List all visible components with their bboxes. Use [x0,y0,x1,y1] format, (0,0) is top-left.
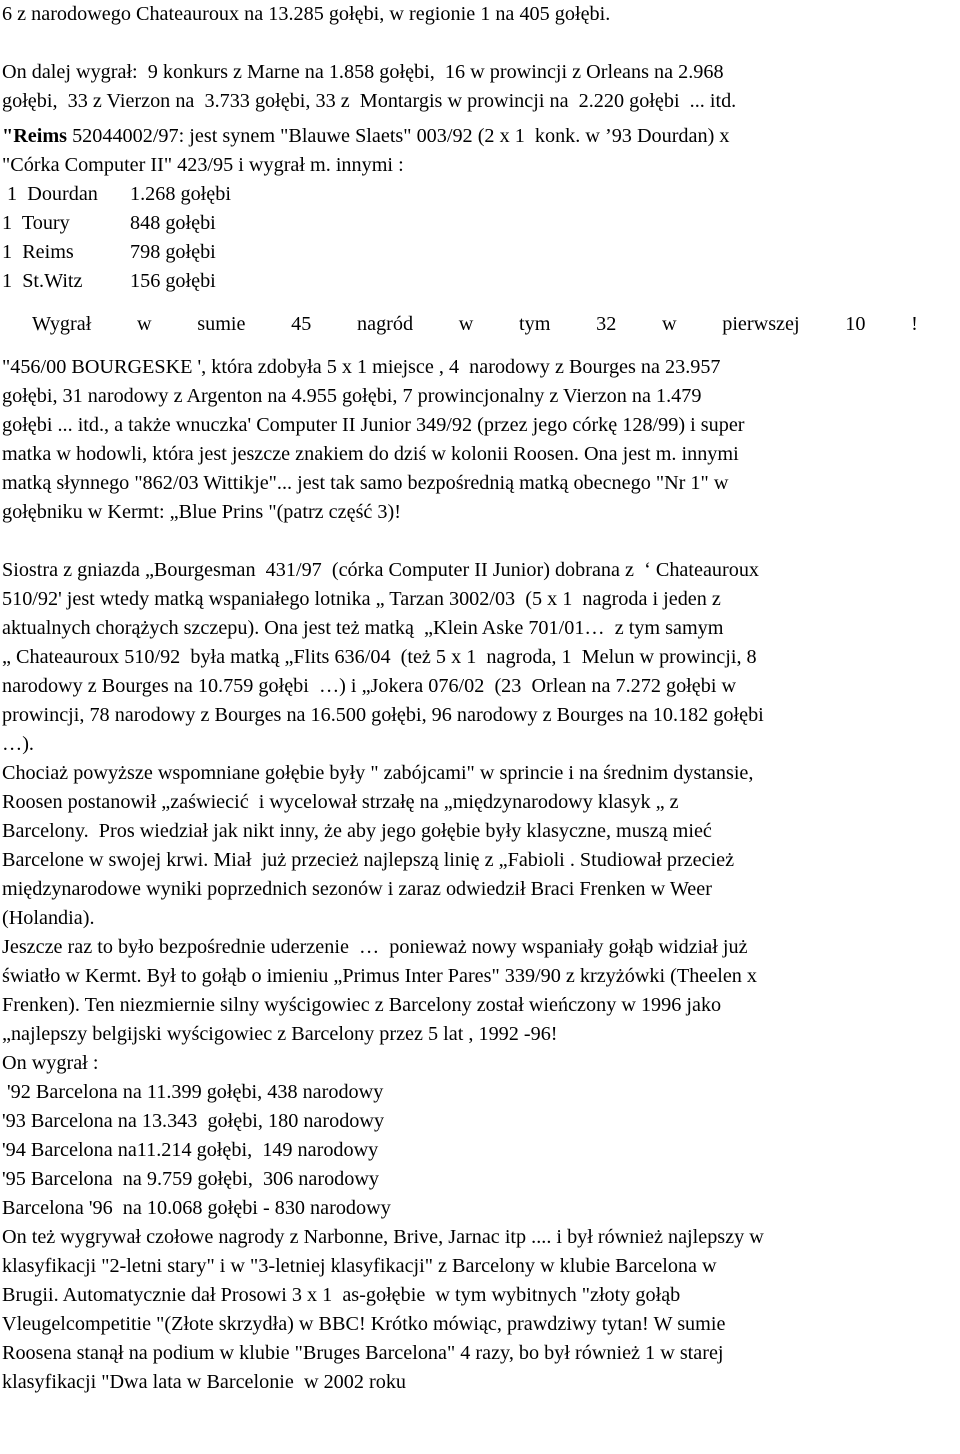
text-line: Barcelona '96 na 10.068 gołębi - 830 narodowy [2,1197,391,1219]
summary-line [2,310,918,339]
paragraph-gap [2,527,956,556]
text-line: 510/92' jest wtedy matką wspaniałego lotnika „ Tarzan 3002/03 (5 x 1 nagroda i jeden z [2,588,721,610]
text-line: gołębi, 31 narodowy z Argenton na 4.955 gołębi, 7 prowincjonalny z Vierzon na 1.479 [2,385,702,407]
main-body [2,556,956,1397]
summary-word: pierwszej [722,313,800,335]
text-line: klasyfikacji "Dwa lata w Barcelonie w 2002 roku [2,1371,407,1393]
text-line: On dalej wygrał: 9 konkurs z Marne na 1.858 gołębi, 16 w prowincji z Orleans na 2.968 [2,61,724,83]
results-row [2,209,956,238]
text-line: aktualnych chorążych szczepu). Ona jest też matką „Klein Aske 701/01… z tym samym [2,617,724,639]
text-line: Chociaż powyższe wspomniane gołębie były " zabójcami" w sprincie i na średnim dystansie, [2,762,754,784]
text-line: „najlepszy belgijski wyścigowiec z Barcelony przez 5 lat , 1992 -96! [2,1023,558,1045]
result-place: 1 St.Witz [2,270,83,292]
result-count: 798 gołębi [130,241,216,263]
text-line: narodowy z Bourges na 10.759 gołębi …) i „Jokera 076/02 (23 Orlean na 7.272 gołębi w [2,675,737,697]
text-line: Barcelone w swojej krwi. Miał już przecież najlepszą linię z „Fabioli . Studiował przecież [2,849,735,871]
text-line: Siostra z gniazda „Bourgesman 431/97 (córka Computer II Junior) dobrana z ‘ Chateauroux [2,559,760,581]
text-line: 6 z narodowego Chateauroux na 13.285 gołębi, w regionie 1 na 405 gołębi. [2,3,611,25]
text-line: '95 Barcelona na 9.759 gołębi, 306 narodowy [2,1168,380,1190]
text-line: Jeszcze raz to było bezpośrednie uderzenie … ponieważ nowy wspaniały gołąb widział już [2,936,748,958]
text-line: '92 Barcelona na 11.399 gołębi, 438 narodowy [2,1081,384,1103]
text-line: Roosena stanął na podium w klubie "Bruges Barcelona" 4 razy, bo był również 1 w starej [2,1342,724,1364]
results-row [2,238,956,267]
text-line: „ Chateauroux 510/92 była matką „Flits 636/04 (też 5 x 1 nagroda, 1 Melun w prowincji, 8 [2,646,757,668]
results-row [2,180,956,209]
text-line: …). [2,733,34,755]
text-line: On też wygrywał czołowe nagrody z Narbonne, Brive, Jarnac itp .... i był również najlepszy w [2,1226,764,1248]
result-place: 1 Dourdan [2,183,98,205]
text-line: matka w hodowli, która jest jeszcze znakiem do dziś w kolonii Roosen. Ona jest m. innymi [2,443,739,465]
document-page [2,0,956,1397]
text-line: On wygrał : [2,1052,99,1074]
text-line: matką słynnego "862/03 Wittikje"... jest tak samo bezpośrednią matką obecnego "Nr 1" w [2,472,729,494]
text-line: Roosen postanowił „zaświecić i wycelował strzałę na „międzynarodowy klasyk „ z [2,791,679,813]
reims-name: "Reims [2,125,68,147]
text-line: gołębniku w Kermt: „Blue Prins "(patrz część 3)! [2,501,401,523]
text-line: '94 Barcelona na11.214 gołębi, 149 narodowy [2,1139,379,1161]
summary-word: sumie [197,313,246,335]
summary-word: 45 [291,313,312,335]
summary-word: ! [911,313,918,335]
text-line: (Holandia). [2,907,95,929]
text-line: Barcelony. Pros wiedział jak nikt inny, że aby jego gołębie były klasyczne, muszą mieć [2,820,712,842]
result-count: 156 gołębi [130,270,216,292]
result-count: 848 gołębi [130,212,216,234]
text-line: prowincji, 78 narodowy z Bourges na 16.500 gołębi, 96 narodowy z Bourges na 10.182 gołębi [2,704,764,726]
reims-description: 52044002/97: jest synem "Blauwe Slaets" 003/92 (2 x 1 konk. w ’93 Dourdan) x [67,125,730,147]
text-line: "Córka Computer II" 423/95 i wygrał m. innymi : [2,154,404,176]
result-place: 1 Reims [2,241,74,263]
result-place: 1 Toury [2,212,70,234]
text-line: światło w Kermt. Był to gołąb o imieniu „Primus Inter Pares" 339/90 z krzyżówki (Theelen x [2,965,758,987]
summary-word: nagród [357,313,414,335]
text-line: międzynarodowe wyniki poprzednich sezonów i zaraz odwiedził Braci Frenken w Weer [2,878,712,900]
text-line: Vleugelcompetitie "(Złote skrzydła) w BBC! Krótko mówiąc, prawdziwy tytan! W sumie [2,1313,726,1335]
summary-word: w [458,313,474,335]
summary-word: 10 [845,313,866,335]
text-line: "456/00 BOURGESKE ', która zdobyła 5 x 1 miejsce , 4 narodowy z Bourges na 23.957 [2,356,721,378]
paragraph-gap [2,29,956,58]
text-line: Brugii. Automatycznie dał Prosowi 3 x 1 as-gołębie w tym wybitnych "złoty gołąb [2,1284,681,1306]
summary-word: Wygrał [32,313,92,335]
reims-heading-line [2,122,956,151]
summary-word: 32 [596,313,617,335]
text-line: klasyfikacji "2-letni stary" i w "3-letniej klasyfikacji" z Barcelony w klubie Barcelona w [2,1255,717,1277]
text-line: gołębi, 33 z Vierzon na 3.733 gołębi, 33 z Montargis w prowincji na 2.220 gołębi ... itd. [2,90,737,112]
summary-word: w [137,313,152,335]
text-line: gołębi ... itd., a także wnuczka' Computer II Junior 349/92 (przez jego córkę 128/99) i super [2,414,745,436]
text-line: Frenken). Ten niezmiernie silny wyścigowiec z Barcelony został wieńczony w 1996 jako [2,994,722,1016]
summary-word: w [661,313,677,335]
summary-word: tym [519,313,551,335]
text-line: '93 Barcelona na 13.343 gołębi, 180 narodowy [2,1110,385,1132]
result-count: 1.268 gołębi [130,183,231,205]
results-row [2,267,956,296]
